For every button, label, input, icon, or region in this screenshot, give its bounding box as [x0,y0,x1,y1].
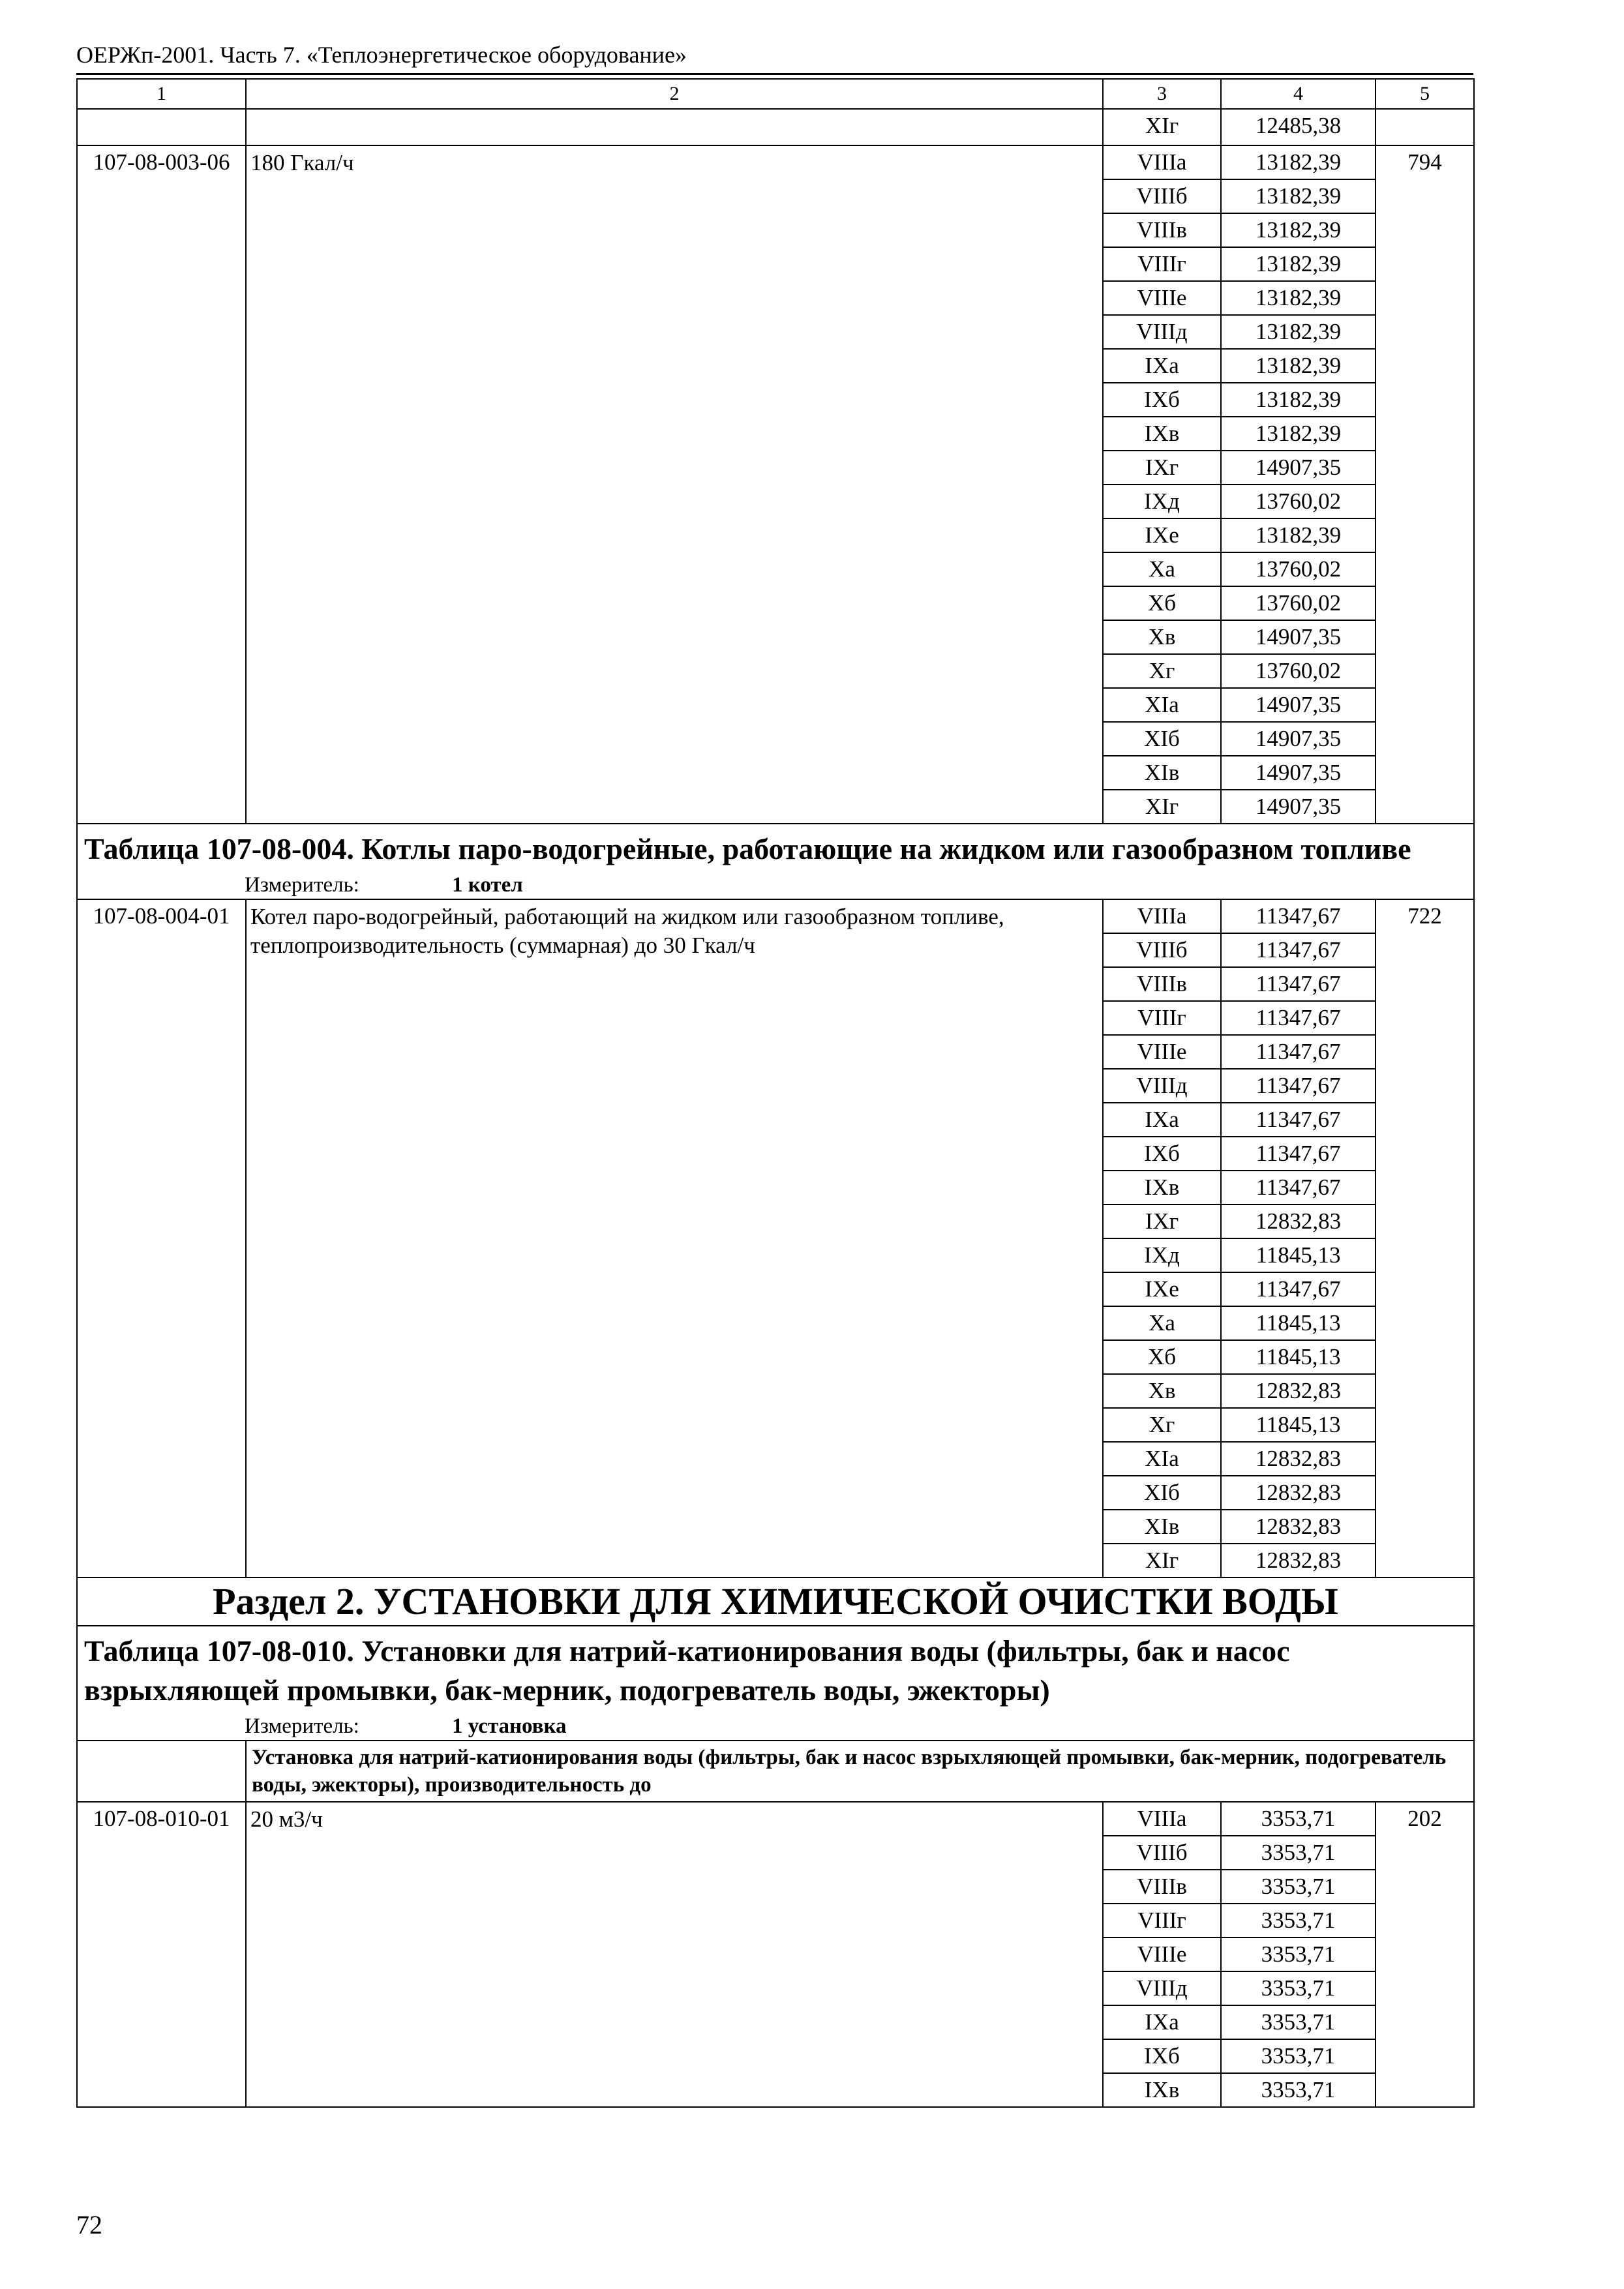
price-value-cell: 13760,02 [1221,586,1376,620]
price-value-cell: 14907,35 [1221,756,1376,790]
table-title-row [77,824,1474,871]
zone-class-cell: IXе [1103,1272,1221,1306]
price-table-body [77,79,1474,2107]
subheading-row [77,1741,1474,1802]
price-value-cell: 14907,35 [1221,722,1376,756]
price-value-cell: 11347,67 [1221,1171,1376,1204]
zone-class-cell: XIг [1103,790,1221,824]
measure-row [77,1713,1474,1741]
price-value-cell: 11347,67 [1221,1272,1376,1306]
price-value-cell: 12485,38 [1221,109,1376,145]
zone-class-cell: VIIIе [1103,1035,1221,1069]
zone-class-cell: IXв [1103,1171,1221,1204]
zone-class-cell: IXб [1103,383,1221,417]
zone-class-cell: IXа [1103,1103,1221,1137]
item-count [1376,109,1474,145]
measure-cell [77,1713,1474,1741]
zone-class-cell: XIг [1103,1544,1221,1578]
price-value-cell: 12832,83 [1221,1510,1376,1544]
price-value-cell: 13182,39 [1221,518,1376,552]
price-value-cell: 11845,13 [1221,1238,1376,1272]
zone-class-cell: XIб [1103,722,1221,756]
zone-class-cell: Xв [1103,1374,1221,1408]
zone-class-cell: VIIIб [1103,933,1221,967]
price-value-cell: 13182,39 [1221,349,1376,383]
price-value-cell: 3353,71 [1221,1836,1376,1870]
zone-class-cell: IXе [1103,518,1221,552]
price-value-cell: 13182,39 [1221,213,1376,247]
zone-class-cell: IXд [1103,485,1221,518]
price-value-cell: 11347,67 [1221,1001,1376,1035]
price-value-cell: 3353,71 [1221,2005,1376,2039]
price-value-cell: 13760,02 [1221,485,1376,518]
price-value-cell: 3353,71 [1221,1802,1376,1836]
price-value-cell: 11347,67 [1221,967,1376,1001]
zone-class-cell: Xб [1103,1340,1221,1374]
item-description: 180 Гкал/ч [246,145,1103,824]
zone-class-cell: XIа [1103,1442,1221,1476]
zone-class-cell: IXа [1103,2005,1221,2039]
price-value-cell: 13182,39 [1221,281,1376,315]
zone-class-cell: VIIIг [1103,1001,1221,1035]
price-value-cell: 12832,83 [1221,1204,1376,1238]
table-subheading: Установка для натрий-катионирования воды (фильтры, бак и насос взрыхляющей промывки, бак-мерник, подогреватель воды, эжекторы), производительность до [246,1741,1474,1802]
zone-class-cell: VIIIв [1103,213,1221,247]
zone-class-cell: Xв [1103,620,1221,654]
price-value-cell: 13182,39 [1221,247,1376,281]
column-number: 3 [1103,79,1221,109]
column-number: 2 [246,79,1103,109]
column-number: 5 [1376,79,1474,109]
subheading-spacer [77,1741,246,1802]
price-value-cell: 11845,13 [1221,1340,1376,1374]
section-row [77,1578,1474,1626]
header-rule [76,73,1473,75]
price-value-cell: 12832,83 [1221,1544,1376,1578]
zone-class-cell: XIв [1103,756,1221,790]
zone-class-cell: VIIIв [1103,1870,1221,1904]
price-value-cell: 13182,39 [1221,179,1376,213]
zone-class-cell: VIIIа [1103,145,1221,179]
zone-class-cell: VIIIд [1103,315,1221,349]
measure-cell [77,871,1474,899]
zone-class-cell: IXб [1103,1137,1221,1171]
section-title: Раздел 2. УСТАНОВКИ ДЛЯ ХИМИЧЕСКОЙ ОЧИСТКИ ВОДЫ [77,1578,1474,1626]
measure-label: Измеритель: [245,1714,359,1738]
measure-value: 1 котел [452,873,523,897]
zone-class-cell: XIв [1103,1510,1221,1544]
zone-class-cell: VIIIг [1103,1904,1221,1937]
zone-class-cell: IXг [1103,1204,1221,1238]
price-value-cell: 14907,35 [1221,790,1376,824]
page-number: 72 [76,2210,102,2239]
price-value-cell: 11347,67 [1221,899,1376,933]
price-value-cell: 13760,02 [1221,654,1376,688]
measure-value: 1 установка [452,1714,567,1738]
zone-class-cell: Xа [1103,552,1221,586]
column-number-row [77,79,1474,109]
table-row [77,109,1474,145]
zone-class-cell: XIг [1103,109,1221,145]
table-title: Таблица 107-08-004. Котлы паро-водогрейные, работающие на жидком или газообразном топливе [77,824,1474,871]
price-value-cell: 3353,71 [1221,1904,1376,1937]
zone-class-cell: IXа [1103,349,1221,383]
zone-class-cell: IXв [1103,2073,1221,2107]
zone-class-cell: IXб [1103,2039,1221,2073]
zone-class-cell: VIIIе [1103,1937,1221,1971]
price-value-cell: 12832,83 [1221,1476,1376,1510]
zone-class-cell: VIIIг [1103,247,1221,281]
zone-class-cell: VIIIд [1103,1971,1221,2005]
item-code: 107-08-010-01 [77,1802,246,2107]
item-count: 202 [1376,1802,1474,2107]
price-value-cell: 11845,13 [1221,1408,1376,1442]
price-value-cell: 13182,39 [1221,417,1376,451]
zone-class-cell: XIа [1103,688,1221,722]
zone-class-cell: VIIIд [1103,1069,1221,1103]
item-description [246,109,1103,145]
price-value-cell: 12832,83 [1221,1442,1376,1476]
item-description: Котел паро-водогрейный, работающий на жидком или газообразном топливе, теплопроизводительность (суммарная) до 30 Гкал/ч [246,899,1103,1578]
zone-class-cell: Xг [1103,1408,1221,1442]
price-value-cell: 13760,02 [1221,552,1376,586]
measure-label: Измеритель: [245,873,359,897]
price-value-cell: 12832,83 [1221,1374,1376,1408]
table-title-row [77,1626,1474,1713]
price-value-cell: 3353,71 [1221,2039,1376,2073]
item-code: 107-08-003-06 [77,145,246,824]
price-value-cell: 11347,67 [1221,1103,1376,1137]
item-code: 107-08-004-01 [77,899,246,1578]
price-value-cell: 11347,67 [1221,1035,1376,1069]
zone-class-cell: VIIIб [1103,179,1221,213]
zone-class-cell: VIIIв [1103,967,1221,1001]
item-code [77,109,246,145]
zone-class-cell: VIIIа [1103,899,1221,933]
measure-row [77,871,1474,899]
item-count: 794 [1376,145,1474,824]
page-header-title: ОЕРЖп-2001. Часть 7. «Теплоэнергетическое оборудование» [76,42,687,68]
zone-class-cell: IXв [1103,417,1221,451]
price-value-cell: 3353,71 [1221,1870,1376,1904]
price-value-cell: 14907,35 [1221,451,1376,485]
zone-class-cell: VIIIа [1103,1802,1221,1836]
zone-class-cell: XIб [1103,1476,1221,1510]
item-count: 722 [1376,899,1474,1578]
price-value-cell: 3353,71 [1221,1971,1376,2005]
price-value-cell: 3353,71 [1221,1937,1376,1971]
column-number: 4 [1221,79,1376,109]
price-value-cell: 11347,67 [1221,1069,1376,1103]
price-value-cell: 13182,39 [1221,315,1376,349]
price-value-cell: 3353,71 [1221,2073,1376,2107]
column-number: 1 [77,79,246,109]
price-value-cell: 11347,67 [1221,933,1376,967]
item-description: 20 м3/ч [246,1802,1103,2107]
price-value-cell: 11845,13 [1221,1306,1376,1340]
zone-class-cell: IXд [1103,1238,1221,1272]
table-title: Таблица 107-08-010. Установки для натрий-катионирования воды (фильтры, бак и насос взрыхляющей промывки, бак-мерник, подогреватель воды, эжекторы) [77,1626,1474,1713]
zone-class-cell: VIIIб [1103,1836,1221,1870]
table-row [77,1802,1474,1836]
price-value-cell: 13182,39 [1221,145,1376,179]
price-value-cell: 13182,39 [1221,383,1376,417]
zone-class-cell: Xб [1103,586,1221,620]
table-row [77,899,1474,933]
zone-class-cell: IXг [1103,451,1221,485]
zone-class-cell: Xа [1103,1306,1221,1340]
zone-class-cell: VIIIе [1103,281,1221,315]
price-value-cell: 11347,67 [1221,1137,1376,1171]
zone-class-cell: Xг [1103,654,1221,688]
price-value-cell: 14907,35 [1221,688,1376,722]
price-table [76,78,1475,2108]
table-row [77,145,1474,179]
price-value-cell: 14907,35 [1221,620,1376,654]
